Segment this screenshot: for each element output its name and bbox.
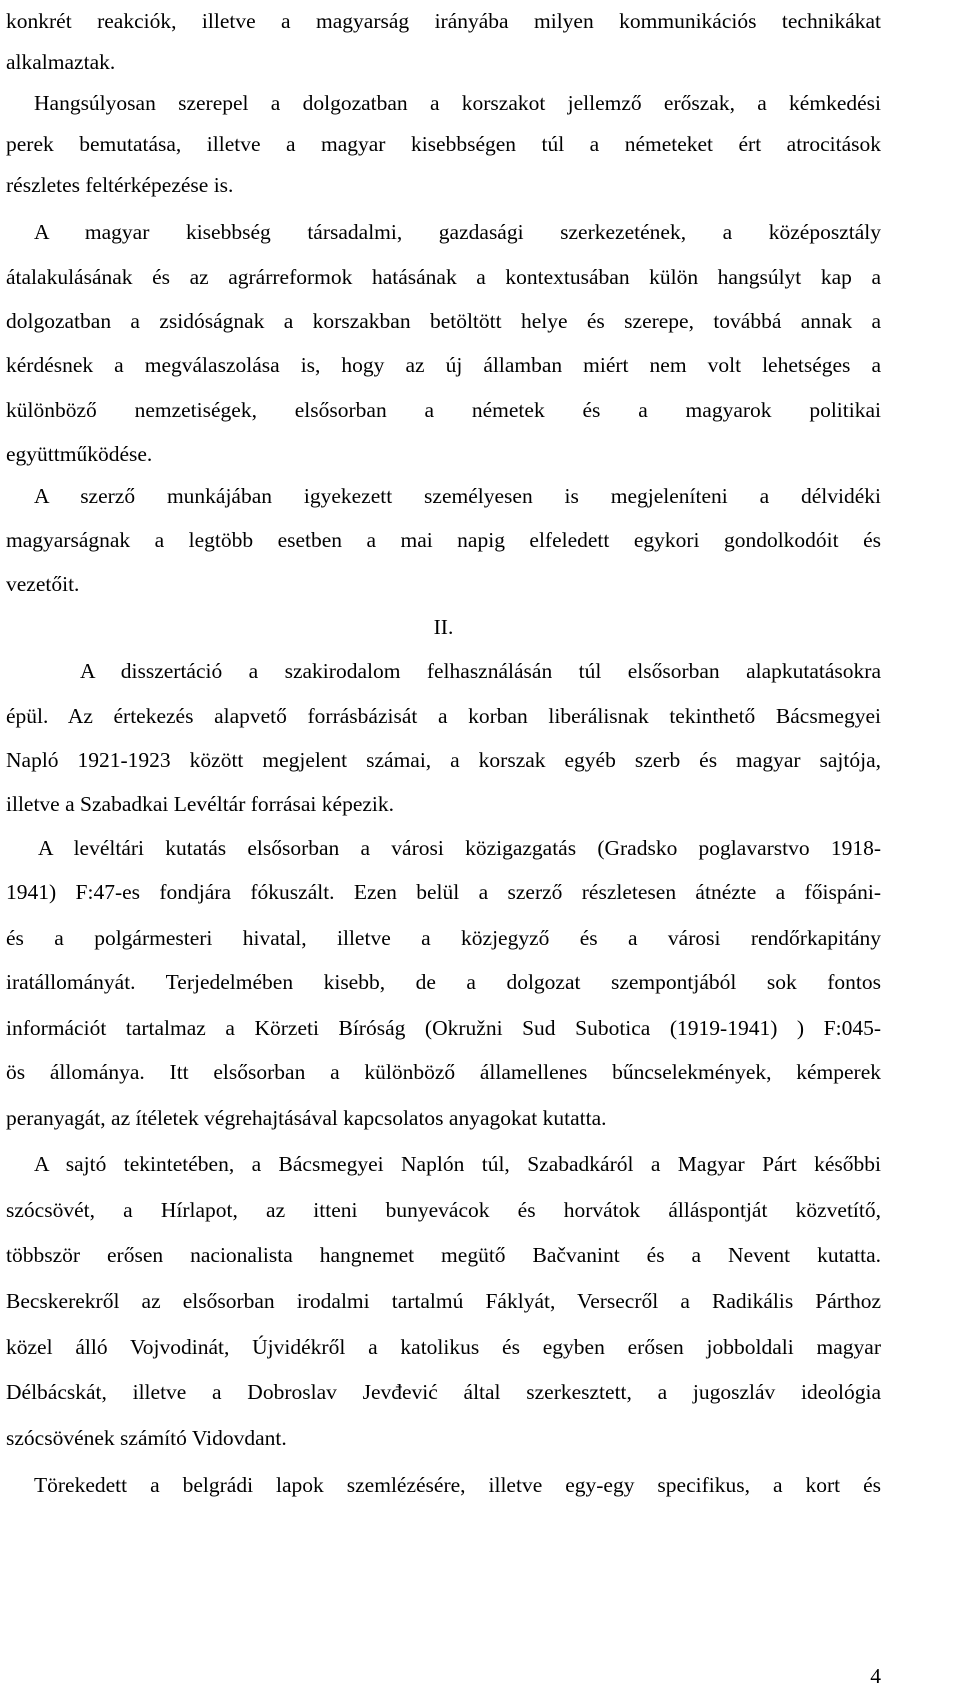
text-line: Törekedett a belgrádi lapok szemlézésére, illetve egy-egy specifikus, a kort és	[34, 1473, 881, 1497]
text-line: A levéltári kutatás elsősorban a városi közigazgatás (Gradsko poglavarstvo 1918-	[38, 836, 881, 860]
text-line: illetve a Szabadkai Levéltár forrásai képezik.	[6, 792, 394, 816]
text-line: kérdésnek a megválaszolása is, hogy az új államban miért nem volt lehetséges a	[6, 353, 881, 377]
text-line: szócsövének számító Vidovdant.	[6, 1426, 287, 1450]
text-line: Becskerekről az elsősorban irodalmi tartalmú Fáklyát, Versecről a Radikális Párthoz	[6, 1289, 881, 1313]
text-line: részletes feltérképezése is.	[6, 173, 234, 197]
section-heading: II.	[433, 615, 454, 639]
text-line: konkrét reakciók, illetve a magyarság irányába milyen kommunikációs technikákat	[6, 9, 881, 33]
text-line: iratállományát. Terjedelmében kisebb, de a dolgozat szempontjából sok fontos	[6, 970, 881, 994]
text-line: közel álló Vojvodinát, Újvidékről a katolikus és egyben erősen jobboldali magyar	[6, 1335, 881, 1359]
text-line: épül. Az értekezés alapvető forrásbázisát a korban liberálisnak tekinthető Bácsmegyei	[6, 704, 881, 728]
text-line: információt tartalmaz a Körzeti Bíróság (Okružni Sud Subotica (1919-1941) ) F:045-	[6, 1016, 881, 1040]
text-line: többször erősen nacionalista hangnemet megütő Bačvanint és a Nevent kutatta.	[6, 1243, 881, 1267]
text-line: magyarságnak a legtöbb esetben a mai napig elfeledett egykori gondolkodóit és	[6, 528, 881, 552]
text-line: dolgozatban a zsidóságnak a korszakban betöltött helye és szerepe, továbbá annak a	[6, 309, 881, 333]
text-line: szócsövét, a Hírlapot, az itteni bunyevácok és horvátok álláspontját közvetítő,	[6, 1198, 881, 1222]
text-line: A magyar kisebbség társadalmi, gazdasági szerkezetének, a középosztály	[34, 220, 881, 244]
text-line: peranyagát, az ítéletek végrehajtásával kapcsolatos anyagokat kutatta.	[6, 1106, 607, 1130]
page-number: 4	[870, 1664, 881, 1688]
text-line: Délbácskát, illetve a Dobroslav Jevđević által szerkesztett, a jugoszláv ideológia	[6, 1380, 881, 1404]
text-line: 1941) F:47-es fondjára fókuszált. Ezen belül a szerző részletesen átnézte a főispáni-	[6, 880, 881, 904]
text-line: A disszertáció a szakirodalom felhasználásán túl elsősorban alapkutatásokra	[80, 659, 881, 683]
text-line: átalakulásának és az agrárreformok hatásának a kontextusában külön hangsúlyt kap a	[6, 265, 881, 289]
text-line: perek bemutatása, illetve a magyar kisebbségen túl a németeket ért atrocitások	[6, 132, 881, 156]
text-line: ös állománya. Itt elsősorban a különböző államellenes bűncselekmények, kémperek	[6, 1060, 881, 1084]
text-line: Hangsúlyosan szerepel a dolgozatban a korszakot jellemző erőszak, a kémkedési	[34, 91, 881, 115]
text-line: alkalmaztak.	[6, 50, 116, 74]
text-line: A sajtó tekintetében, a Bácsmegyei Naplón túl, Szabadkáról a Magyar Párt későbbi	[34, 1152, 881, 1176]
text-line: különböző nemzetiségek, elsősorban a németek és a magyarok politikai	[6, 398, 881, 422]
text-line: Napló 1921-1923 között megjelent számai, a korszak egyéb szerb és magyar sajtója,	[6, 748, 881, 772]
text-line: együttműködése.	[6, 442, 153, 466]
text-line: A szerző munkájában igyekezett személyesen is megjeleníteni a délvidéki	[34, 484, 881, 508]
text-line: vezetőit.	[6, 572, 80, 596]
text-line: és a polgármesteri hivatal, illetve a közjegyző és a városi rendőrkapitány	[6, 926, 881, 950]
